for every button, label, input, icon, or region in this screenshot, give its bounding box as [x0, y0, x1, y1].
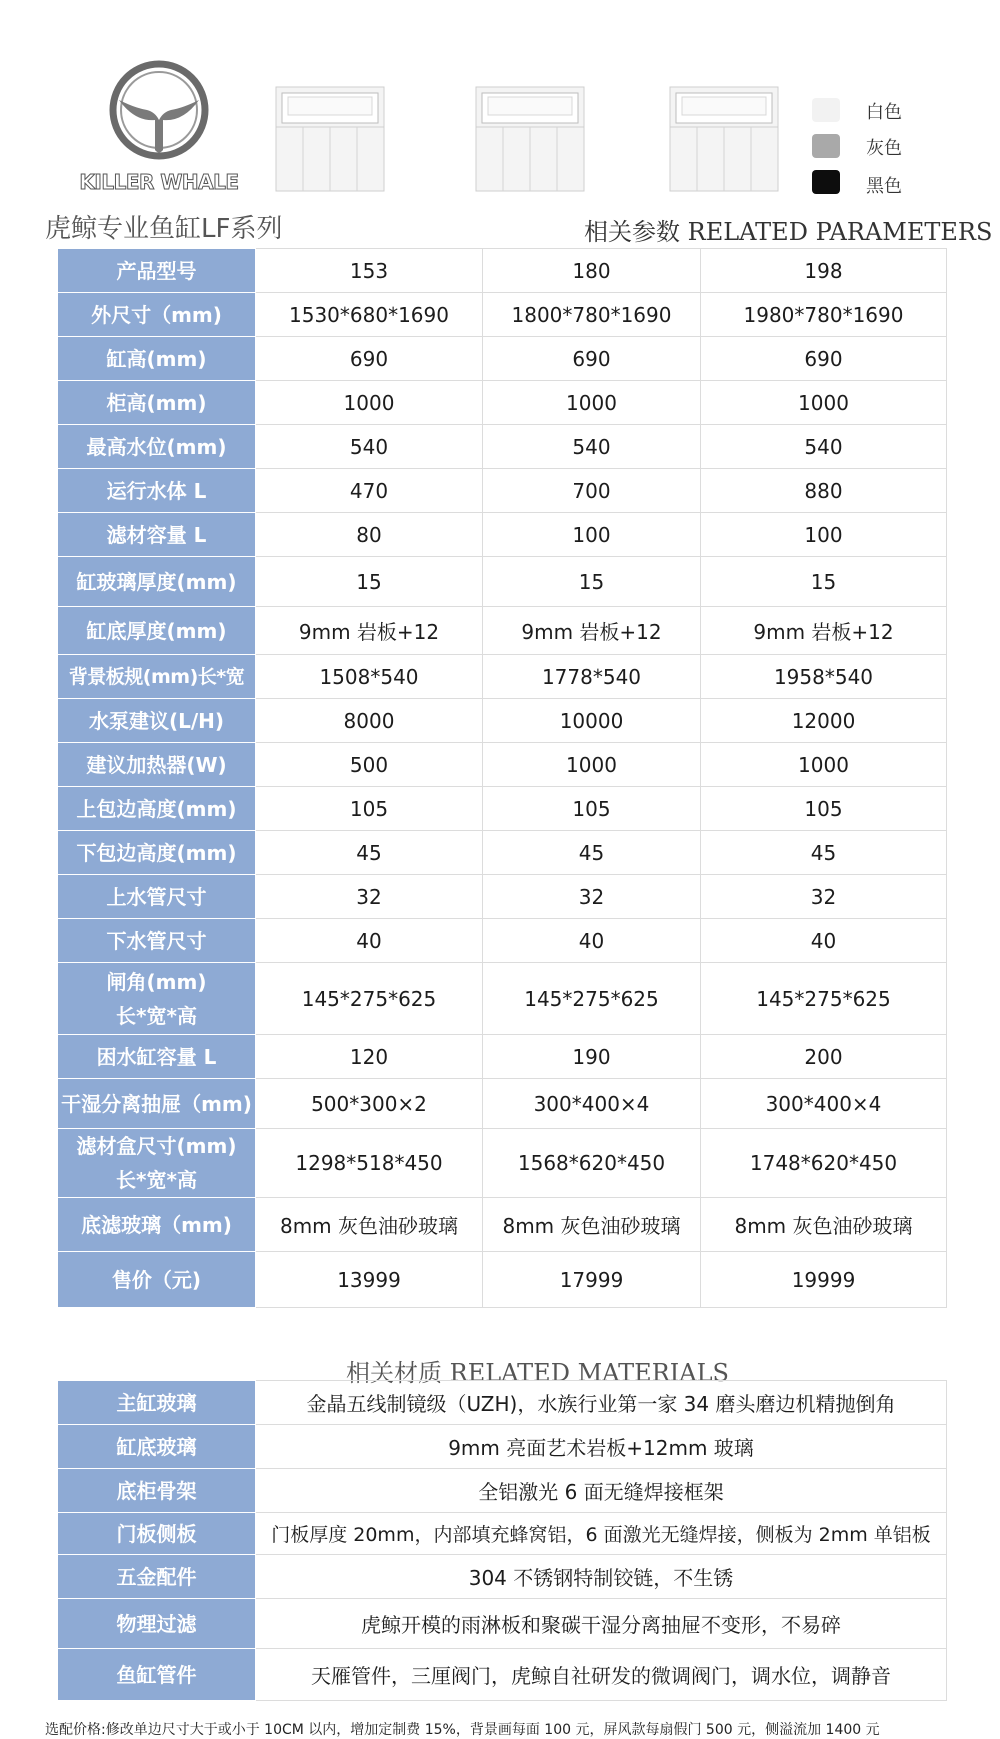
- param-label-text: 产品型号: [116, 258, 197, 283]
- param-value: 9mm 岩板+12: [701, 607, 947, 655]
- param-label: [58, 963, 256, 1035]
- param-value: 190: [483, 1035, 701, 1079]
- param-row: [58, 919, 947, 963]
- param-row: [58, 699, 947, 743]
- param-value: 32: [483, 875, 701, 919]
- material-row: [58, 1599, 947, 1649]
- material-value: 虎鲸开模的雨淋板和聚碳干湿分离抽屉不变形，不易碎: [256, 1599, 947, 1649]
- color-swatch-gray: [812, 134, 840, 158]
- pricing-footnote: 选配价格:修改单边尺寸大于或小于 10CM 以内，增加定制费 15%，背景画每面 100 元，屏风款每扇假门 500 元，侧溢流加 1400 元: [45, 1722, 880, 1738]
- param-label: [58, 607, 256, 655]
- param-row: [58, 787, 947, 831]
- param-row: [58, 655, 947, 699]
- param-value: 1508*540: [256, 655, 483, 699]
- param-value: 500: [256, 743, 483, 787]
- param-value: 540: [256, 425, 483, 469]
- param-label: [58, 1035, 256, 1079]
- param-value: 45: [256, 831, 483, 875]
- param-label-text: 缸高(mm): [106, 346, 207, 371]
- param-value: 1000: [483, 381, 701, 425]
- param-value: 1000: [256, 381, 483, 425]
- param-value: 17999: [483, 1252, 701, 1308]
- param-label: [58, 699, 256, 743]
- params-section-title: 相关参数 RELATED PARAMETERS: [584, 218, 993, 246]
- param-value: 8000: [256, 699, 483, 743]
- param-value: 1000: [483, 743, 701, 787]
- param-label: [58, 875, 256, 919]
- materials-section-title: 相关材质 RELATED MATERIALS: [346, 1359, 729, 1387]
- param-row: [58, 875, 947, 919]
- material-label: 缸底玻璃: [58, 1425, 256, 1469]
- param-row: [58, 1129, 947, 1198]
- material-row: [58, 1425, 947, 1469]
- param-label: [58, 469, 256, 513]
- param-label-subtext: 长*宽*高: [116, 1003, 197, 1028]
- param-value: 1800*780*1690: [483, 293, 701, 337]
- param-value: 40: [256, 919, 483, 963]
- param-label-text: 困水缸容量 L: [96, 1044, 217, 1069]
- param-row: [58, 293, 947, 337]
- param-value: 105: [256, 787, 483, 831]
- param-value: 500*300×2: [256, 1079, 483, 1129]
- param-value: 105: [701, 787, 947, 831]
- param-value: 470: [256, 469, 483, 513]
- param-value: 198: [701, 249, 947, 293]
- param-row: [58, 607, 947, 655]
- material-row: [58, 1555, 947, 1599]
- param-value: 180: [483, 249, 701, 293]
- param-label: [58, 787, 256, 831]
- param-value: 690: [256, 337, 483, 381]
- color-label-black: 黑色: [866, 176, 902, 197]
- material-value: 天雁管件，三厘阀门，虎鲸自社研发的微调阀门，调水位，调静音: [256, 1649, 947, 1701]
- whale-tail-logo-icon: [75, 60, 243, 175]
- param-row: [58, 381, 947, 425]
- param-value: 1000: [701, 381, 947, 425]
- param-value: 15: [483, 557, 701, 607]
- material-label: 鱼缸管件: [58, 1649, 256, 1701]
- material-value: 9mm 亮面艺术岩板+12mm 玻璃: [256, 1425, 947, 1469]
- param-value: 9mm 岩板+12: [256, 607, 483, 655]
- param-value: 120: [256, 1035, 483, 1079]
- material-label: 物理过滤: [58, 1599, 256, 1649]
- param-value: 300*400×4: [701, 1079, 947, 1129]
- param-label-text: 柜高(mm): [106, 390, 207, 415]
- param-value: 12000: [701, 699, 947, 743]
- param-value: 8mm 灰色油砂玻璃: [701, 1198, 947, 1252]
- param-value: 690: [701, 337, 947, 381]
- param-value: 1568*620*450: [483, 1129, 701, 1198]
- param-value: 153: [256, 249, 483, 293]
- param-label-text: 干湿分离抽屉（mm): [61, 1091, 252, 1116]
- material-label: 门板侧板: [58, 1513, 256, 1555]
- param-label-text: 滤材盒尺寸(mm): [76, 1134, 237, 1158]
- param-row: [58, 963, 947, 1035]
- param-label: [58, 381, 256, 425]
- param-value: 8mm 灰色油砂玻璃: [483, 1198, 701, 1252]
- param-label: [58, 249, 256, 293]
- material-value: 全铝激光 6 面无缝焊接框架: [256, 1469, 947, 1513]
- param-value: 9mm 岩板+12: [483, 607, 701, 655]
- param-value: 145*275*625: [701, 963, 947, 1035]
- param-row: [58, 831, 947, 875]
- killer-whale-logo: [75, 60, 243, 195]
- param-label-text: 滤材容量 L: [106, 522, 207, 547]
- param-value: 1298*518*450: [256, 1129, 483, 1198]
- color-label-gray: 灰色: [866, 138, 902, 159]
- param-label: [58, 831, 256, 875]
- param-row: [58, 743, 947, 787]
- material-label: 底柜骨架: [58, 1469, 256, 1513]
- parameters-table: [57, 248, 947, 1308]
- param-value: 200: [701, 1035, 947, 1079]
- material-row: [58, 1649, 947, 1701]
- param-label-text: 建议加热器(W): [86, 752, 227, 777]
- param-label-subtext: 长*宽*高: [116, 1168, 197, 1192]
- material-label: 主缸玻璃: [58, 1381, 256, 1425]
- param-label-text: 下水管尺寸: [106, 928, 207, 953]
- tank-white-image: [668, 85, 780, 193]
- param-label: [58, 1129, 256, 1198]
- param-label: [58, 655, 256, 699]
- material-row: [58, 1469, 947, 1513]
- param-label-text: 缸底厚度(mm): [86, 618, 227, 643]
- param-label: [58, 513, 256, 557]
- param-row: [58, 513, 947, 557]
- logo-text: KILLER WHALE: [79, 170, 239, 194]
- param-value: 1748*620*450: [701, 1129, 947, 1198]
- param-value: 1958*540: [701, 655, 947, 699]
- param-label-text: 缸玻璃厚度(mm): [76, 569, 237, 594]
- param-value: 80: [256, 513, 483, 557]
- color-swatch-white: [812, 98, 840, 122]
- param-label: [58, 1252, 256, 1308]
- param-value: 32: [256, 875, 483, 919]
- param-value: 105: [483, 787, 701, 831]
- param-label-text: 外尺寸（mm): [91, 302, 222, 327]
- param-value: 45: [483, 831, 701, 875]
- param-value: 8mm 灰色油砂玻璃: [256, 1198, 483, 1252]
- param-value: 1778*540: [483, 655, 701, 699]
- param-value: 15: [701, 557, 947, 607]
- param-value: 19999: [701, 1252, 947, 1308]
- param-label: [58, 425, 256, 469]
- param-label-text: 售价（元): [111, 1267, 202, 1292]
- param-row: [58, 1252, 947, 1308]
- materials-table: [57, 1380, 947, 1701]
- param-label: [58, 337, 256, 381]
- param-value: 1980*780*1690: [701, 293, 947, 337]
- param-label-text: 上包边高度(mm): [76, 796, 237, 821]
- param-label-text: 上水管尺寸: [106, 884, 207, 909]
- param-value: 700: [483, 469, 701, 513]
- param-value: 100: [701, 513, 947, 557]
- param-label: [58, 557, 256, 607]
- param-label-text: 背景板规(mm)长*宽: [68, 665, 245, 688]
- material-label: 五金配件: [58, 1555, 256, 1599]
- param-value: 1530*680*1690: [256, 293, 483, 337]
- brand-title: 虎鲸专业鱼缸LF系列: [45, 214, 283, 244]
- param-label: [58, 919, 256, 963]
- param-row: [58, 1198, 947, 1252]
- param-row: [58, 337, 947, 381]
- param-label: [58, 1198, 256, 1252]
- param-value: 40: [483, 919, 701, 963]
- param-value: 880: [701, 469, 947, 513]
- tank-white-image: [474, 85, 586, 193]
- param-value: 100: [483, 513, 701, 557]
- param-value: 145*275*625: [256, 963, 483, 1035]
- param-value: 40: [701, 919, 947, 963]
- param-value: 300*400×4: [483, 1079, 701, 1129]
- param-label-text: 运行水体 L: [106, 478, 207, 503]
- param-row: [58, 469, 947, 513]
- param-label-text: 闸角(mm): [106, 969, 207, 994]
- param-value: 1000: [701, 743, 947, 787]
- param-value: 690: [483, 337, 701, 381]
- param-value: 32: [701, 875, 947, 919]
- material-row: [58, 1381, 947, 1425]
- param-label: [58, 743, 256, 787]
- param-value: 15: [256, 557, 483, 607]
- param-label-text: 底滤玻璃（mm): [81, 1212, 232, 1237]
- param-row: [58, 1035, 947, 1079]
- color-swatch-black: [812, 170, 840, 194]
- param-value: 45: [701, 831, 947, 875]
- material-value: 金晶五线制镜级（UZH)，水族行业第一家 34 磨头磨边机精抛倒角: [256, 1381, 947, 1425]
- color-label-white: 白色: [866, 102, 902, 123]
- material-value: 门板厚度 20mm，内部填充蜂窝铝，6 面激光无缝焊接，侧板为 2mm 单铝板: [256, 1513, 947, 1555]
- param-label: [58, 1079, 256, 1129]
- param-value: 13999: [256, 1252, 483, 1308]
- tank-white-image: [274, 85, 386, 193]
- param-row: [58, 425, 947, 469]
- param-label-text: 水泵建议(L/H): [88, 708, 225, 733]
- param-value: 145*275*625: [483, 963, 701, 1035]
- material-value: 304 不锈钢特制铰链，不生锈: [256, 1555, 947, 1599]
- param-row: [58, 557, 947, 607]
- header: [0, 0, 1000, 200]
- param-row: [58, 249, 947, 293]
- param-label-text: 下包边高度(mm): [76, 840, 237, 865]
- material-row: [58, 1513, 947, 1555]
- param-row: [58, 1079, 947, 1129]
- param-value: 540: [701, 425, 947, 469]
- param-value: 540: [483, 425, 701, 469]
- param-label: [58, 293, 256, 337]
- param-value: 10000: [483, 699, 701, 743]
- param-label-text: 最高水位(mm): [86, 434, 227, 459]
